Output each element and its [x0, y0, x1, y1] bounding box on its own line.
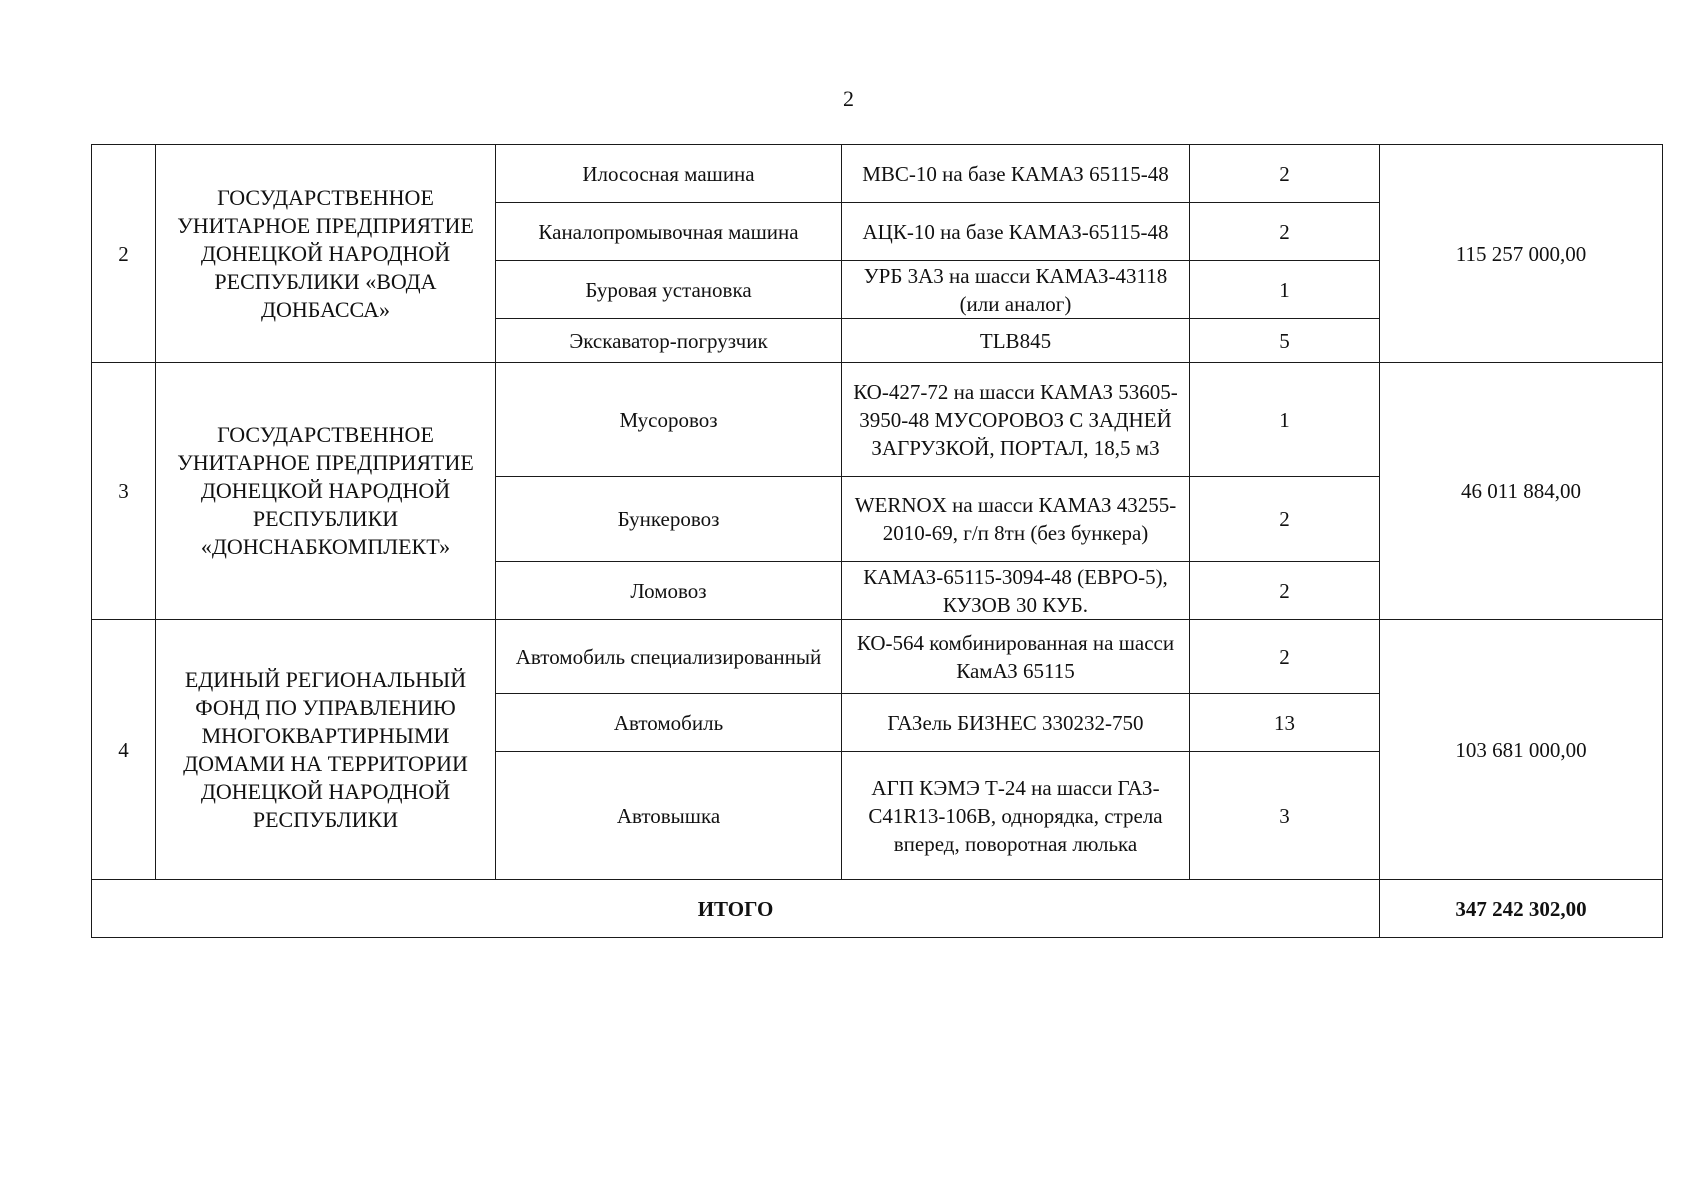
- equipment-name: Экскаватор-погрузчик: [496, 319, 842, 363]
- organization-name: ЕДИНЫЙ РЕГИОНАЛЬНЫЙ ФОНД ПО УПРАВЛЕНИЮ МНОГОКВАРТИРНЫМИ ДОМАМИ НА ТЕРРИТОРИИ ДОНЕЦКОЙ НАРОДНОЙ РЕСПУБЛИКИ: [156, 620, 496, 880]
- equipment-model: КО-427-72 на шасси КАМАЗ 53605-3950-48 МУСОРОВОЗ С ЗАДНЕЙ ЗАГРУЗКОЙ, ПОРТАЛ, 18,5 м3: [842, 363, 1190, 477]
- organization-name: ГОСУДАРСТВЕННОЕ УНИТАРНОЕ ПРЕДПРИЯТИЕ ДОНЕЦКОЙ НАРОДНОЙ РЕСПУБЛИКИ «ДОНСНАБКОМПЛЕКТ»: [156, 363, 496, 620]
- equipment-quantity: 3: [1190, 752, 1380, 880]
- total-label: ИТОГО: [92, 880, 1380, 938]
- equipment-quantity: 2: [1190, 203, 1380, 261]
- amount: 103 681 000,00: [1380, 620, 1663, 880]
- equipment-quantity: 1: [1190, 363, 1380, 477]
- equipment-quantity: 2: [1190, 620, 1380, 694]
- total-amount: 347 242 302,00: [1380, 880, 1663, 938]
- equipment-quantity: 5: [1190, 319, 1380, 363]
- table-row: [92, 145, 1663, 203]
- equipment-name: Буровая установка: [496, 261, 842, 319]
- equipment-name: Автомобиль специализированный: [496, 620, 842, 694]
- organization-name: ГОСУДАРСТВЕННОЕ УНИТАРНОЕ ПРЕДПРИЯТИЕ ДОНЕЦКОЙ НАРОДНОЙ РЕСПУБЛИКИ «ВОДА ДОНБАССА»: [156, 145, 496, 363]
- equipment-model: КО-564 комбинированная на шасси КамАЗ 65115: [842, 620, 1190, 694]
- row-number: 2: [92, 145, 156, 363]
- equipment-model: УРБ 3А3 на шасси КАМАЗ-43118 (или аналог): [842, 261, 1190, 319]
- equipment-model: КАМАЗ-65115-3094-48 (ЕВРО-5), КУЗОВ 30 КУБ.: [842, 562, 1190, 620]
- equipment-quantity: 2: [1190, 477, 1380, 562]
- total-row: [92, 880, 1663, 938]
- equipment-name: Бункеровоз: [496, 477, 842, 562]
- amount: 46 011 884,00: [1380, 363, 1663, 620]
- equipment-quantity: 2: [1190, 562, 1380, 620]
- equipment-quantity: 1: [1190, 261, 1380, 319]
- equipment-name: Ломовоз: [496, 562, 842, 620]
- equipment-quantity: 2: [1190, 145, 1380, 203]
- equipment-model: ГАЗель БИЗНЕС 330232-750: [842, 694, 1190, 752]
- equipment-name: Мусоровоз: [496, 363, 842, 477]
- amount: 115 257 000,00: [1380, 145, 1663, 363]
- equipment-table: [91, 144, 1663, 938]
- equipment-name: Илососная машина: [496, 145, 842, 203]
- equipment-name: Автомобиль: [496, 694, 842, 752]
- row-number: 4: [92, 620, 156, 880]
- table-row: [92, 620, 1663, 694]
- equipment-model: АЦК-10 на базе КАМАЗ-65115-48: [842, 203, 1190, 261]
- equipment-model: TLB845: [842, 319, 1190, 363]
- row-number: 3: [92, 363, 156, 620]
- page-number: 2: [843, 86, 854, 111]
- equipment-quantity: 13: [1190, 694, 1380, 752]
- table-row: [92, 363, 1663, 477]
- equipment-name: Автовышка: [496, 752, 842, 880]
- equipment-model: АГП КЭМЭ Т-24 на шасси ГАЗ-С41R13-106В, однорядка, стрела вперед, поворотная люлька: [842, 752, 1190, 880]
- equipment-model: WERNOX на шасси КАМАЗ 43255-2010-69, г/п 8тн (без бункера): [842, 477, 1190, 562]
- equipment-model: МВС-10 на базе КАМАЗ 65115-48: [842, 145, 1190, 203]
- equipment-name: Каналопромывочная машина: [496, 203, 842, 261]
